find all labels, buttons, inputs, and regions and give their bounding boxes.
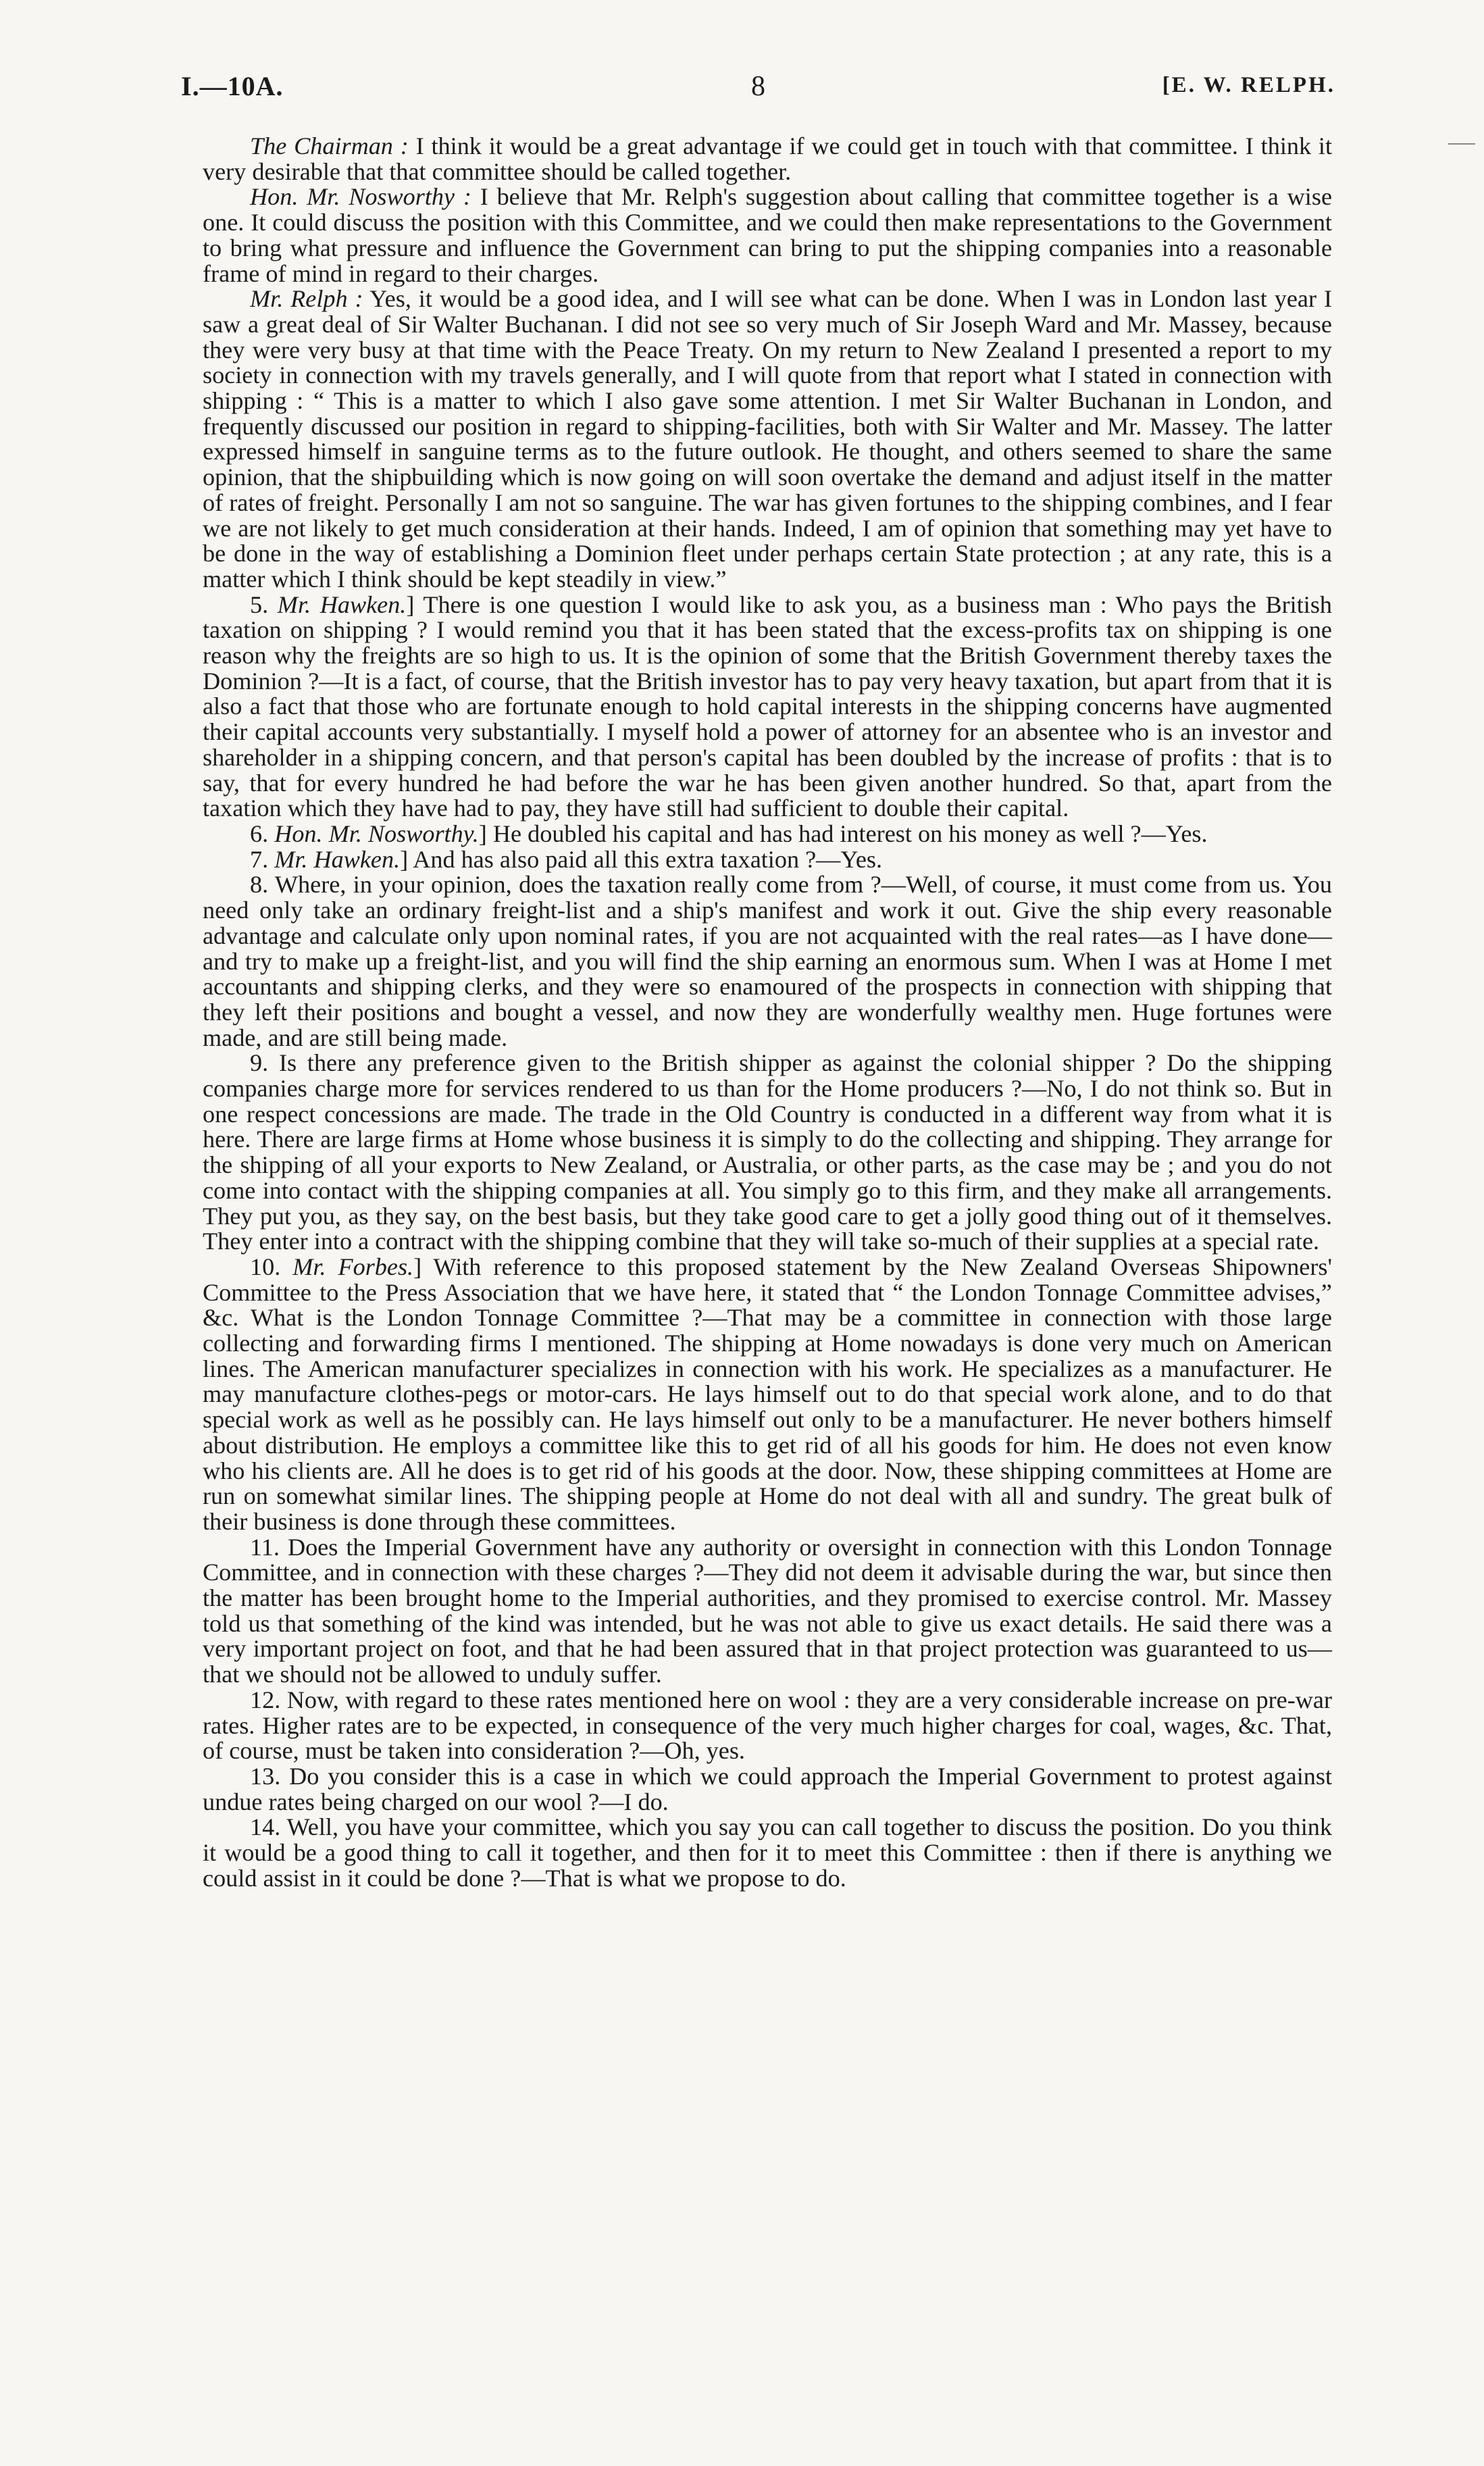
document-reference: I.—10A. — [181, 71, 284, 101]
question-number: 7. — [250, 845, 269, 873]
speaker: Mr. Hawken. — [277, 590, 407, 618]
paragraph-text: Now, with regard to these rates mentioned here on wool : they are a very considerable increase on pre-war rates. Higher rates are to be expected, in consequence of the very much higher charges for coal, wages, &c. That, of course, must be taken into consideration ?—Oh, yes. — [203, 1686, 1332, 1765]
page-header — [181, 70, 1335, 118]
question-number: 12. — [250, 1686, 281, 1713]
transcript-body — [203, 134, 1332, 1892]
paragraph-text: Yes, it would be a good idea, and I will see what can be done. When I was in London last year I saw a great deal of Sir Walter Buchanan. I did not see so very much of Sir Joseph Ward and Mr. Massey, because they were very busy at that time with the Peace Treaty. On my return to New Zealand I presented a report to my society in connection with my travels generally, and I will quote from that report what I stated in connection with shipping : “ This is a matter to which I also gave some attention. I met Sir Walter Buchanan in London, and frequently discussed our position in regard to shipping-facilities, both with Sir Walter and Mr. Massey. The latter expressed himself in sanguine terms as to the future outlook. He thought, and others seemed to share the same opinion, that the shipbuilding which is now going on will soon overtake the demand and adjust itself in the matter of rates of freight. Personally I am not so sanguine. The war has given fortunes to the shipping combines, and I fear we are not likely to get much consideration at their hands. Indeed, I am of opinion that something may yet have to be done in the way of establishing a Dominion fleet under perhaps certain State protection ; at any rate, this is a matter which I think should be kept steadily in view.” — [203, 285, 1332, 593]
question-number: 14. — [250, 1813, 281, 1841]
speaker: Mr. Forbes. — [292, 1253, 414, 1280]
paragraph-text: Is there any preference given to the British shipper as against the colonial shipper ? Do the shipping companies charge more for services rendered to us than for the Home producers ?—No, I do not think so. But in one respect concessions are made. The trade in the Old Country is conducted in a different way from what it is here. There are large firms at Home whose business it is simply to do the collecting and shipping. They arrange for the shipping of all your exports to New Zealand, or Australia, or other parts, as the case may be ; and you do not come into contact with the shipping companies at all. You simply go to this firm, and they make all arrangements. They put you, as they say, on the best basis, but they take good care to get a jolly good thing out of it themselves. They enter into a contract with the shipping combine that they will take so-much of their supplies at a special rate. — [203, 1049, 1332, 1255]
paragraph-text: ] With reference to this proposed statement by the New Zealand Overseas Shipowners' Committee to the Press Association that we have here, it stated that “ the London Tonnage Committee advises,” &c. What is the London Tonnage Committee ?—That may be a committee in connection with those large collecting and forwarding firms I mentioned. The shipping at Home nowadays is done very much on American lines. The American manufacturer specializes in connection with his work. He specializes as a manufacturer. He may manufacture clothes-pegs or motor-cars. He lays himself out to do that special work alone, and to do that special work as well as he possibly can. He lays himself out only to be a manufacturer. He never bothers himself about distribution. He employs a committee like this to get rid of all his goods for him. He does not even know who his clients are. All he does is to get rid of his goods at the door. Now, these shipping committees at Home are run on somewhat similar lines. The shipping people at Home do not deal with all and sundry. The great bulk of their business is done through these committees. — [203, 1253, 1333, 1535]
paragraph-text: ] He doubled his capital and has had interest on his money as well ?—Yes. — [478, 820, 1208, 847]
question-number: 11. — [250, 1533, 280, 1561]
paragraph — [203, 134, 1332, 184]
speaker: The Chairman : — [250, 132, 409, 159]
question-number: 6. — [250, 820, 269, 847]
question-number: 5. — [250, 590, 269, 618]
speaker: Hon. Mr. Nosworthy. — [274, 820, 479, 847]
question-paragraph — [203, 1051, 1332, 1255]
question-paragraph — [203, 872, 1332, 1051]
question-paragraph — [203, 1255, 1332, 1535]
paragraph-text: Where, in your opinion, does the taxation really come from ?—Well, of course, it must come from us. You need only take an ordinary freight-list and a ship's manifest and work it out. Give the ship every reasonable advantage and calculate only upon nominal rates, if you are not acquainted with the real rates—as I have done—and try to make up a freight-list, and you will find the ship earning an enormous sum. When I was at Home I met accountants and shipping clerks, and they were so enamoured of the prospects in connection with shipping that they left their positions and bought a vessel, and now they are wonderfully wealthy men. Huge fortunes were made, and are still being made. — [203, 871, 1332, 1051]
question-number: 9. — [250, 1049, 269, 1077]
speaker: Hon. Mr. Nosworthy : — [250, 183, 471, 211]
paragraph-text: ] And has also paid all this extra taxation ?—Yes. — [400, 845, 883, 873]
paragraph-text: I believe that Mr. Relph's suggestion about calling that committee together is a wise one. It could discuss the position with this Committee, and we could then make representations to the Government to bring what pressure and influence the Government can bring to put the shipping companies into a reasonable frame of mind in regard to their charges. — [203, 183, 1333, 287]
witness-name: [E. W. RELPH. — [1162, 73, 1335, 97]
question-paragraph — [203, 1764, 1332, 1815]
question-number: 10. — [250, 1253, 281, 1280]
paragraph-text: I think it would be a great advantage if we could get in touch with that committee. I think it very desirable that that committee should be called together. — [203, 132, 1333, 185]
question-number: 8. — [250, 871, 269, 899]
page-number: 8 — [751, 71, 765, 102]
paragraph-text: Well, you have your committee, which you say you can call together to discuss the position. Do you think it would be a good thing to call it together, and then for it to meet this Committee : then if there is anything we could assist in it could be done ?—That is what we propose to do. — [203, 1813, 1332, 1892]
margin-mark — [1448, 143, 1475, 145]
paragraph — [203, 184, 1332, 286]
question-number: 13. — [250, 1763, 281, 1790]
question-paragraph — [203, 590, 1333, 822]
question-paragraph — [203, 1535, 1332, 1688]
paragraph — [203, 286, 1332, 592]
question-paragraph — [203, 1815, 1332, 1891]
question-paragraph — [203, 1688, 1332, 1764]
paragraph-text: ] There is one question I would like to ask you, as a business man : Who pays the British taxation on shipping ? I would remind you that it has been stated that the excess-profits tax on shipping is one reason why the freights are so high to us. It is the opinion of some that the British Government thereby taxes the Dominion ?—It is a fact, of course, that the British investor has to pay very heavy taxation, but apart from that it is also a fact that those who are fortunate enough to hold capital interests in the shipping concerns have augmented their capital accounts very substantially. I myself hold a power of attorney for an absentee who is an investor and shareholder in a shipping concern, and that person's capital has been doubled by the increase of profits : that is to say, that for every hundred he had before the war he has been given another hundred. So that, apart from the taxation which they have had to pay, they have still had sufficient to double their capital. — [203, 590, 1333, 822]
speaker: Mr. Relph : — [250, 285, 363, 313]
question-paragraph — [203, 822, 1332, 847]
speaker: Mr. Hawken. — [274, 845, 401, 873]
paragraph-text: Does the Imperial Government have any authority or oversight in connection with this London Tonnage Committee, and in connection with these charges ?—They did not deem it advisable during the war, but since then the matter has been brought home to the Imperial authorities, and they promised to exercise control. Mr. Massey told us that something of the kind was intended, but he was not able to give us exact details. He said there was a very important project on foot, and that he had been assured that in that project protection was guaranteed to us—that we should not be allowed to unduly suffer. — [203, 1533, 1333, 1688]
question-paragraph — [203, 847, 1332, 873]
paragraph-text: Do you consider this is a case in which we could approach the Imperial Government to protest against undue rates being charged on our wool ?—I do. — [203, 1763, 1332, 1815]
